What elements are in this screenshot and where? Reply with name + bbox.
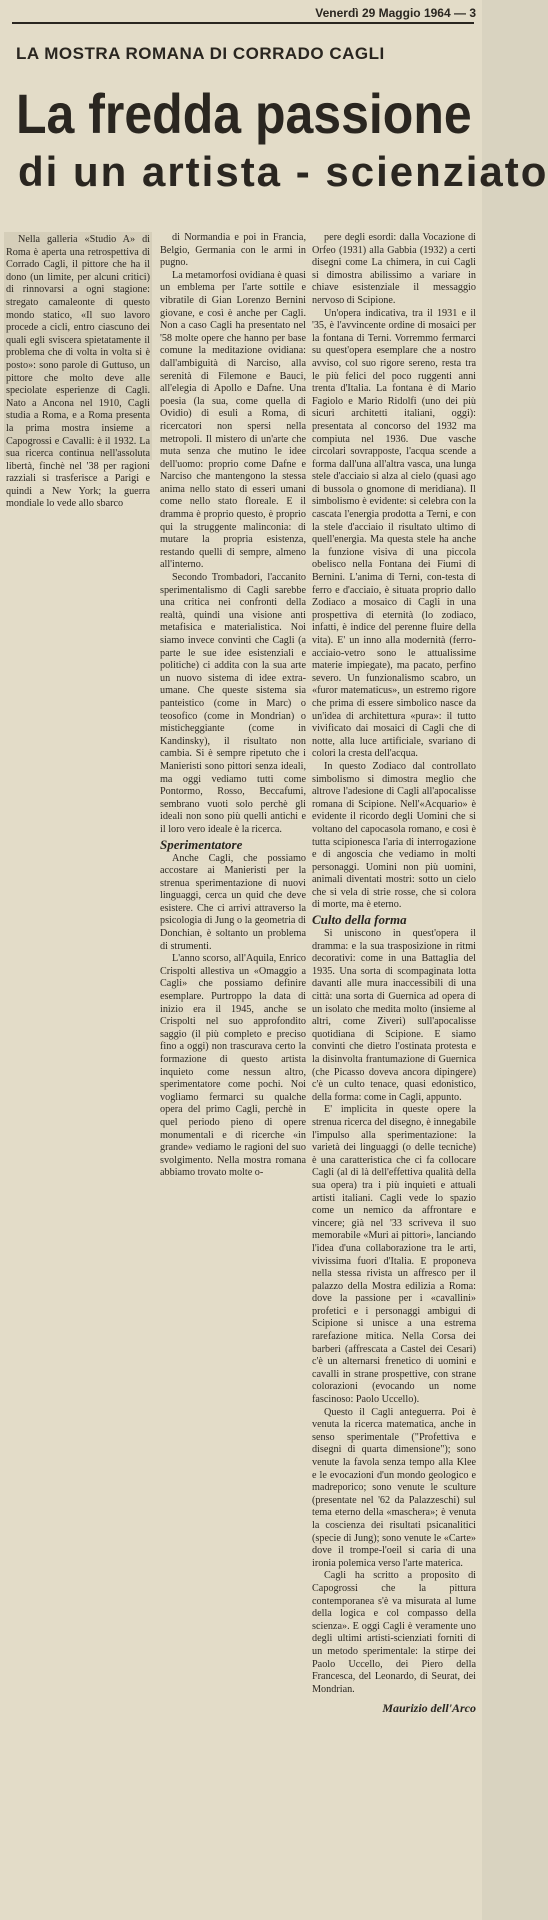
paragraph: In questo Zodiaco dal controllato simbolismo si dimostra meglio che altrove l'adesione di Cagli all'apocalisse romana di Scipione. Nell'«Acquario» è evidente il ricordo degli Uomini che si voltano del capocasola romano, e così è tutta scipionesca l'aria di interrogazione e di angoscia che vediamo in molti personaggi. Uomini non più uomini, animali diventati mostri: sotto un cielo che si vela di strie rosse, che si colora di morte, ma è eterno. (312, 760, 476, 911)
paragraph: Nella galleria «Studio A» di Roma è aperta una retrospettiva di Corrado Cagli, il pittore che ha il dono (un limite, per alcuni critici) di rinnovarsi a ogni stagione: stregato camaleonte di questo mondo statico, «Il suo lavoro procede a cicli, entro ciascuno dei quali egli sviscera spietatamente il problema che di volta in volta si è posto»: sono parole di Guttuso, un pittore che molto deve alle speciolate esperienze di Cagli. Nato a Ancona nel 1910, Cagli studia a Roma, e a Roma presenta la prima mostra insieme a Capogrossi e Cavalli: è il 1932. La sua ricerca continua nell'assoluta libertà, finchè nel '38 per ragioni razziali si trasferisce a Parigi e quindi a New York; la guerra mondiale lo vede allo sbarco (6, 234, 150, 510)
paragraph: Si uniscono in quest'opera il dramma: e la sua trasposizione in ritmi decorativi: come in una Battaglia del 1935. Una sorta di scompaginata lotta davanti alle mura inaccessibili di una città: una sorta di Guernica ad opera di un isolato che medita molto (insieme al altri, come Ziveri) sull'apocalisse quotidiana di Scipione. E siamo convinti che dietro l'ostinata protesta e la disinvolta frantumazione di Guernica (che Picasso doveva ancora dipingere) c'è un culto tenace, quasi edonistico, della forma: come in Cagli, appunto. (312, 928, 476, 1103)
paragraph: Secondo Trombadori, l'accanito sperimentalismo di Cagli sarebbe una critica nei confronti della realtà, quindi una visione anti metafisica e materialistica. Noi siamo invece convinti che Cagli (a parte le sue idee esistenziali e politiche) ci addita con la sua arte un nuovo sistema di idee extra-umane. Che queste sistema sia panteistico (come in Marc) o teosofico (come in Mondrian) o misticheggiante (come in Kandinsky), il risultato non cambia. Si è sempre ripetuto che i Manieristi sono pittori senza ideali, ma oggi vediamo tutti come Pontormo, Rosso, Beccafumi, sembrano vuoti solo perchè gli ideali non sono più quelli antichi e il loro vero ideale è la ricerca. (160, 572, 306, 835)
dateline: Venerdì 29 Maggio 1964 — 3 (315, 6, 476, 20)
paragraph: Questo il Cagli anteguerra. Poi è venuta la ricerca matematica, anche in senso sperimentale ("Profettiva e disegni di quarta dimensione"); sono venute la favola senza tempo alla Klee e le evocazioni d'un mondo geologico e madreporico; sono venute le sculture (presentate nel '62 da Palazzeschi) sul tema eterno della «maschera»; è venuta la coscienza dei risultati psicanalitici (specie di Jung); sono venute le «Carte» dove il trompe-l'oeil si caria di una ironia polemica verso l'arte materica. (312, 1406, 476, 1569)
article-headline: La fredda passione (16, 82, 472, 146)
paragraph: L'anno scorso, all'Aquila, Enrico Crispolti allestiva un «Omaggio a Cagli» che possiamo definire esemplare. Purtroppo la data di inizio era il 1945, anche se Crispolti nel suo approfondito saggio (il più completo e preciso fino a oggi) non trascurava certo la formazione di questo artista inquieto come nessun altro, sperimentatore come pochi. Noi vogliamo fermarci su qualche opera del primo Cagli, perchè in quel periodo pieno di opere monumentali e di ricerche «in grande» vediamo le ragioni del suo svolgimento. Nella mostra romana abbiamo trovato molte o- (160, 953, 306, 1179)
column-3 (312, 232, 476, 1912)
top-rule (12, 22, 474, 24)
paragraph: Un'opera indicativa, tra il 1931 e il '35, è l'avvincente ordine di mosaici per la fontana di Terni. Vorremmo fermarci su quest'opera esemplare che a nostro avviso, col suo rigore sereno, resta tra le più felici del poco ruggenti anni trenta d'Italia. La fontana è di Mario Fagiolo e Mario Ridolfi (uno dei più sicuri architetti italiani, oggi): presentata al concorso del 1932 ma compiuta nel 1936. Due vasche circolari sovrapposte, l'acqua scende a forma dall'una all'altra vasca, una lunga stele d'acciaio si alza al cielo (quasi ago di bussola o gnomone di meridiana). Il simbolismo è evidente: si celebra con la cascata l'energia prodotta a Terni, e con la stele d'acciaio il risultato ultimo di quell'energia. Ma questa stele ha anche la funzione visiva di una piccola obelisco nella Fontana dei Fiumi di Bernini. L'anima di Terni, con-testa di ferro e d'acciaio, è situata proprio dallo Zodiaco a mosaico di Cagli in una prospettiva di eternità (lo zodiaco, infatti, è indice del perenne fluire della vita). E' un inno alla modernità (ferro-acciaio-vetro sono le attualissime materie impiegate), ma pacato, perfino severo. Un funzionalismo scabro, un «furor matematicus», un estremo rigore che prima di essere simbolico nasce da un'idea di architettura «pura»: il tutto vivificato dai mosaici di Cagli che di notte, alla luce artificiale, svariano di colori la cresta dell'acqua. (312, 307, 476, 760)
paragraph: Anche Cagli, che possiamo accostare ai Manieristi per la strenua sperimentazione di nuovi linguaggi, cerca un quid che deve esistere. Che ci arrivi attraverso la psicologia di Jung o la geometria di Donchian, è soltanto un problema di strumenti. (160, 852, 306, 952)
column-2 (160, 232, 306, 1392)
article-kicker: LA MOSTRA ROMANA DI CORRADO CAGLI (16, 44, 385, 63)
paragraph: Cagli ha scritto a proposito di Capogrossi che la pittura contemporanea s'è va misurata al lume della logica e col compasso della scienza». E oggi Cagli è veramente uno degli ultimi artisti-scienziati forniti di un metodo sperimentale: la stirpe dei Paolo Uccello, dei Piero della Francesca, del Leonardo, di Seurat, dei Mondrian. (312, 1570, 476, 1695)
paragraph: di Normandia e poi in Francia, Belgio, Germania con le armi in pugno. (160, 232, 306, 269)
article-subhead: di un artista - scienziato (18, 148, 548, 195)
paragraph: La metamorfosi ovidiana è quasi un emblema per l'arte sottile e vibratile di Gian Lorenzo Bernini giovane, e così è anche per Cagli. Non a caso Cagli ha presentato nel '58 molte opere che hanno per base comune la meditazione ovidiana: dall'ambiguità di Narciso, alla serenità di Filemone e Bauci, all'elegia di Apollo e Dafne. Una poesia (la sua, come quella di Ovidio) di esuli a Roma, di ricercatori non spersi nella metropoli. Il mistero di un'arte che muta senza che mutino le idee dell'uomo: proprio come Dafne e Narciso che mantengono la stessa anima nello stato di esseri umani come nello stato floreale. E il dramma è proprio questo, è proprio qui la struggente malinconia: di mutare la propria esistenza, restando quelli di sempre, almeno all'interno. (160, 269, 306, 571)
paragraph: E' implicita in queste opere la strenua ricerca del disegno, è innegabile l'impulso alla sperimentazione: la varietà dei linguaggi (o delle tecniche) è una caratteristica che ci fa collocare Cagli (al di là dell'effettiva qualità della sua opera) tra i più inquieti e attuali artisti italiani. Cagli vede lo spazio come un nemico da affrontare e vincere; già nel '33 scriveva il suo memorabile «Muri ai pittori», lanciando l'idea d'una collaborazione tra le arti, vivissima fuori d'Italia. E proponeva nella stessa rivista un affresco per il palazzo della Mostra edilizia a Roma: dove la passione per i «cavallini» profetici e i personaggi ambigui di Scipione si unisce a una estrema rarefazione mitica. Nella Corsa dei barberi (affrescata a Castel dei Cesari) c'è un alternarsi frenetico di uomini e cavalli in strane prospettive, con strane colorazioni (evocando un nome fascinoso: Paolo Uccello). (312, 1104, 476, 1406)
byline: Maurizio dell'Arco (382, 1701, 476, 1716)
section-heading: Culto della forma (312, 912, 407, 928)
section-heading: Sperimentatore (160, 836, 243, 852)
column-1 (4, 232, 152, 510)
paragraph: pere degli esordi: dalla Vocazione di Orfeo (1931) alla Gabbia (1932) a certi disegni come La chimera, in cui Cagli si dimostra abilissimo a variare in chiave esistenziale il messaggio nervoso di Scipione. (312, 232, 476, 306)
